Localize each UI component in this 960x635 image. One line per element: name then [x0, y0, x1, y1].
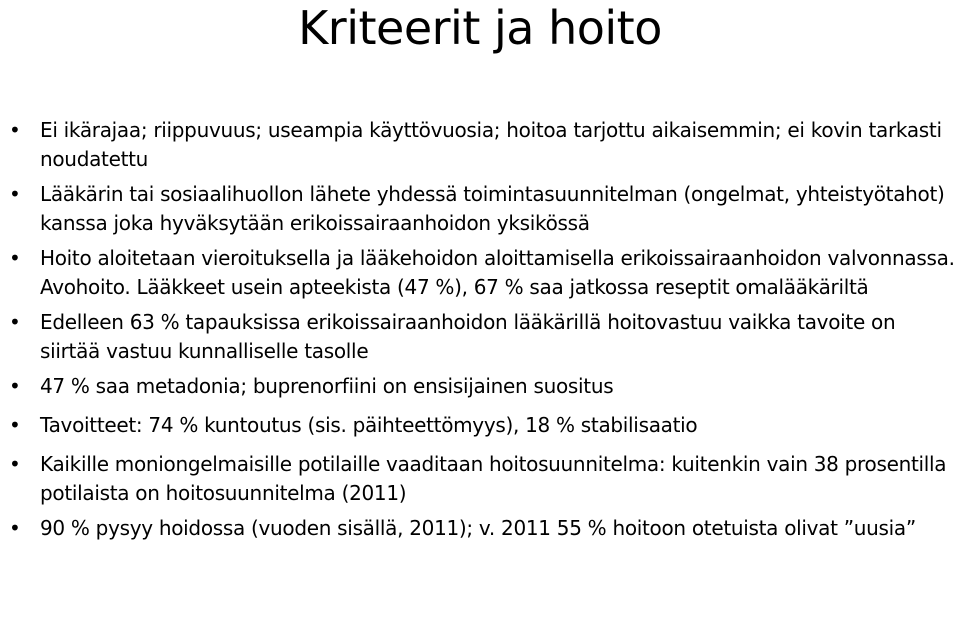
bullet-item-6: [0, 411, 960, 440]
bullet-item-3: [0, 244, 960, 302]
slide-title: Kriteerit ja hoito: [298, 1, 662, 55]
bullet-dot-icon: •: [9, 246, 21, 270]
bullet-item-7: [0, 450, 960, 508]
bullet-dot-icon: •: [9, 413, 21, 437]
bullet-text: Tavoitteet: 74 % kuntoutus (sis. päihteettömyys), 18 % stabilisaatio: [40, 413, 698, 437]
bullet-item-8: [0, 514, 960, 543]
bullet-text: Edelleen 63 % tapauksissa erikoissairaanhoidon lääkärillä hoitovastuu vaikka tavoite on siirtää vastuu kunnalliselle tasolle: [40, 310, 896, 363]
bullet-list: [0, 116, 960, 549]
bullet-text: 90 % pysyy hoidossa (vuoden sisällä, 2011); v. 2011 55 % hoitoon otetuista olivat ”uusia”: [40, 516, 916, 540]
bullet-text: Lääkärin tai sosiaalihuollon lähete yhdessä toimintasuunnitelman (ongelmat, yhteistyötahot) kanssa joka hyväksytään erikoissairaanhoidon yksikössä: [40, 182, 945, 235]
bullet-item-1: [0, 116, 960, 174]
bullet-item-2: [0, 180, 960, 238]
bullet-dot-icon: •: [9, 118, 21, 142]
bullet-dot-icon: •: [9, 516, 21, 540]
bullet-dot-icon: •: [9, 452, 21, 476]
bullet-text: 47 % saa metadonia; buprenorfiini on ensisijainen suositus: [40, 374, 614, 398]
bullet-item-4: [0, 308, 960, 366]
bullet-dot-icon: •: [9, 182, 21, 206]
bullet-dot-icon: •: [9, 310, 21, 334]
bullet-text: Ei ikärajaa; riippuvuus; useampia käyttövuosia; hoitoa tarjottu aikaisemmin; ei kovin tarkasti noudatettu: [40, 118, 942, 171]
bullet-dot-icon: •: [9, 374, 21, 398]
bullet-text: Hoito aloitetaan vieroituksella ja lääkehoidon aloittamisella erikoissairaanhoidon valvonnassa. Avohoito. Lääkkeet usein apteekista (47 %), 67 % saa jatkossa reseptit omalääkäriltä: [40, 246, 955, 299]
bullet-item-5: [0, 372, 960, 401]
bullet-text: Kaikille moniongelmaisille potilaille vaaditaan hoitosuunnitelma: kuitenkin vain 38 prosentilla potilaista on hoitosuunnitelma (2011): [40, 452, 947, 505]
